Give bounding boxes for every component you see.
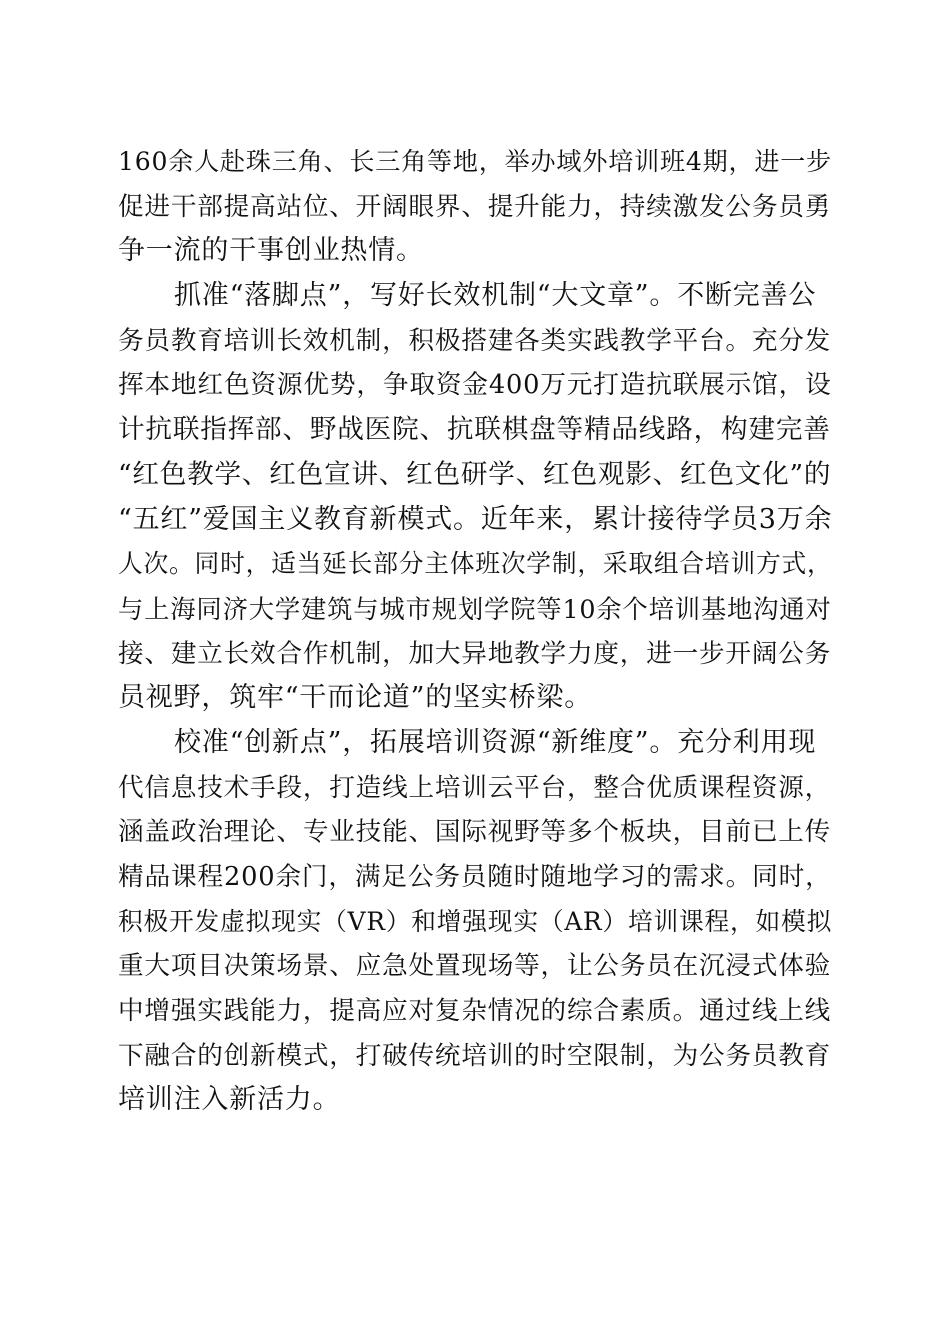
text-line: 积极开发虚拟现实（VR）和增强现实（AR）培训课程，如模拟 <box>118 906 833 936</box>
text-line: 务员教育培训长效机制，积极搭建各类实践教学平台。充分发 <box>118 325 832 356</box>
text-line: 代信息技术手段，打造线上培训云平台，整合优质课程资源， <box>118 772 832 803</box>
text-line: 重大项目决策场景、应急处置现场等，让公务员在沉浸式体验 <box>118 951 832 982</box>
text-line: 精品课程200余门，满足公务员随时随地学习的需求。同时， <box>118 862 832 892</box>
text-line: 挥本地红色资源优势，争取资金400万元打造抗联展示馆，设 <box>118 370 832 401</box>
paragraph-2 <box>118 274 838 721</box>
text-line: 抓准“落脚点”，写好长效机制“大文章”。不断完善公 <box>174 280 817 312</box>
text-line: “五红”爱国主义教育新模式。近年来，累计接待学员3万余 <box>118 503 833 535</box>
document-body <box>118 140 838 1123</box>
text-line: “红色教学、红色宣讲、红色研学、红色观影、红色文化”的 <box>118 458 832 490</box>
paragraph-1 <box>118 140 838 274</box>
text-line: 促进干部提高站位、开阔眼界、提升能力，持续激发公务员勇 <box>118 191 832 222</box>
text-line: 校准“创新点”，拓展培训资源“新维度”。充分利用现 <box>174 726 817 758</box>
text-line: 与上海同济大学建筑与城市规划学院等10余个培训基地沟通对 <box>118 593 832 624</box>
text-line: 计抗联指挥部、野战医院、抗联棋盘等精品线路，构建完善 <box>118 414 831 446</box>
text-line: 中增强实践能力，提高应对复杂情况的综合素质。通过线上线 <box>118 996 832 1027</box>
text-line: 下融合的创新模式，打破传统培训的时空限制，为公务员教育 <box>118 1040 832 1071</box>
text-line: 争一流的干事创业热情。 <box>118 235 424 267</box>
text-line: 人次。同时，适当延长部分主体班次学制，采取组合培训方式， <box>118 549 833 579</box>
text-line: 培训注入新活力。 <box>118 1084 341 1116</box>
text-line: 员视野，筑牢“干而论道”的坚实桥梁。 <box>118 682 593 714</box>
text-line: 接、建立长效合作机制，加大异地教学力度，进一步开阔公务 <box>118 638 832 669</box>
paragraph-3 <box>118 721 838 1123</box>
text-line: 160余人赴珠三角、长三角等地，举办域外培训班4期，进一步 <box>118 147 832 176</box>
text-line: 涵盖政治理论、专业技能、国际视野等多个板块，目前已上传 <box>118 817 832 848</box>
